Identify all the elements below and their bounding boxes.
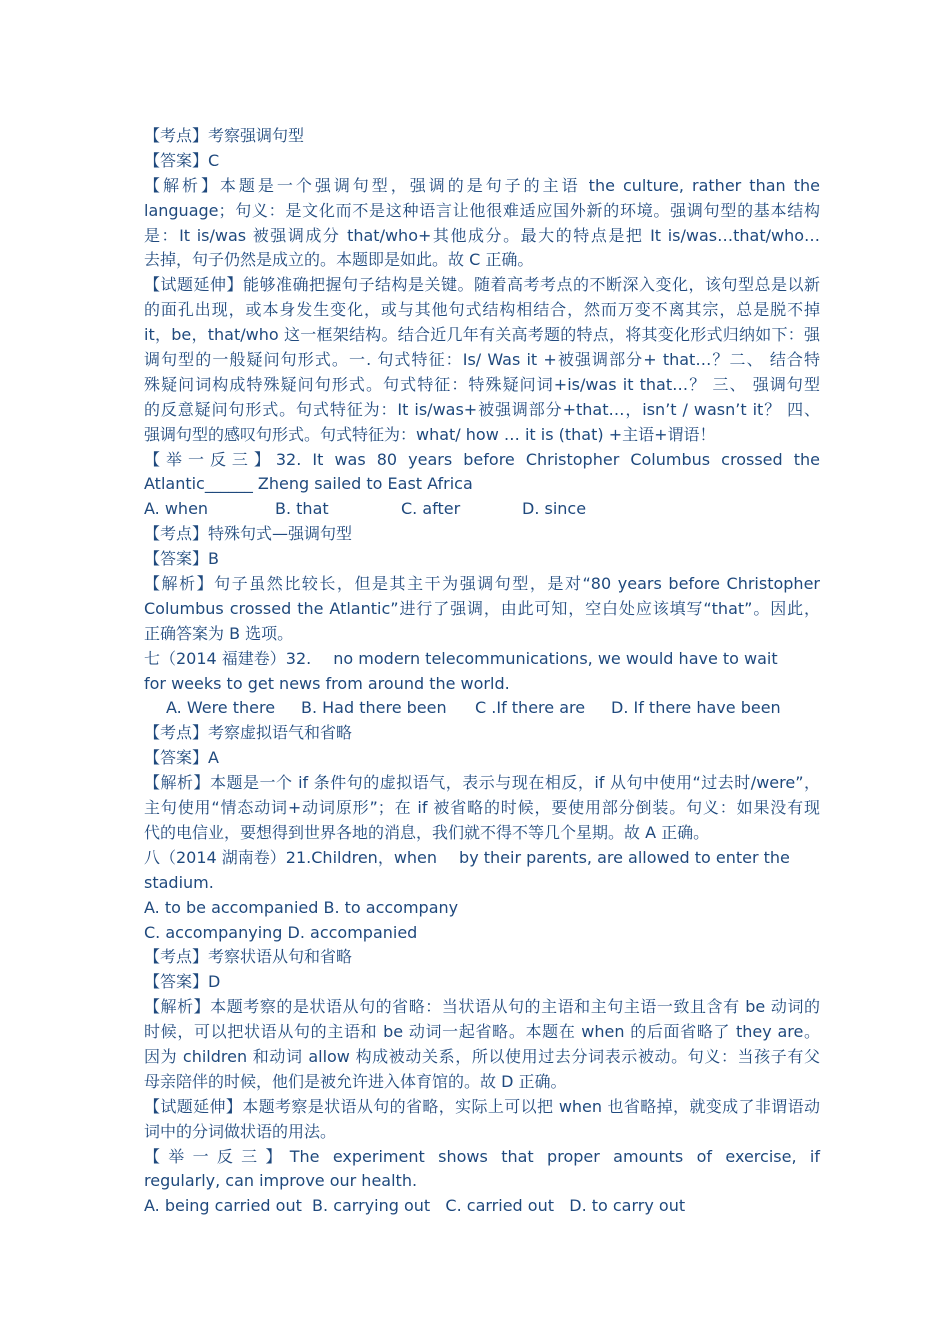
option-a: A. when	[144, 499, 209, 519]
question-stem: 【举一反三】The experiment shows that proper amounts of exercise, if	[144, 1146, 820, 1166]
question-source: 八（2014 湖南卷）21.Children，when	[144, 847, 438, 867]
analysis-line: 去掉，句子仍然是成立的。本题即是如此。故 C 正确。	[144, 250, 534, 270]
question-source: 七（2014 福建卷）32.	[144, 648, 312, 668]
options-row: A. being carried out B. carrying out C. carried out D. to carry out	[144, 1196, 686, 1216]
extension-line: 殊疑问词构成特殊疑问句形式。句式特征：特殊疑问词+is/was it that…？ 三、 强调句型	[144, 374, 820, 394]
question-stem	[144, 846, 820, 871]
question-stem: stadium.	[144, 872, 214, 892]
extension-line: it，be，that/who 这一框架结构。结合近几年有关高考题的特点，将其变化形式归纳如下：强	[144, 325, 820, 345]
analysis-line: 【解析】本题考察的是状语从句的省略：当状语从句的主语和主句主语一致且含有 be 动词的	[144, 997, 820, 1017]
question-stem: 【举一反三】32. It was 80 years before Christopher Columbus crossed the	[144, 449, 820, 469]
question-stem	[144, 647, 820, 672]
option-b: B. that	[275, 499, 329, 519]
extension-line: 的反意疑问句形式。句式特征为：It is/was+被强调部分+that…，isn’t / wasn’t it？ 四、	[144, 399, 820, 419]
question-text: no modern telecommunications, we would have to wait	[333, 648, 778, 668]
answer-label: 【答案】C	[144, 150, 220, 170]
point-label: 【考点】考察强调句型	[144, 126, 305, 145]
option-b: B. Had there been	[301, 698, 447, 718]
extension-line: 强调句型的感叹句形式。句式特征为：what/ how … it is (that) +主语+谓语！	[144, 424, 716, 444]
analysis-line: 是：It is/was 被强调成分 that/who+其他成分。最大的特点是把 It is/was…that/who…	[144, 225, 820, 245]
extension-line: 词中的分词做状语的用法。	[144, 1121, 337, 1141]
options-row	[144, 497, 820, 522]
extension-line: 【试题延伸】能够准确把握句子结构是关键。随着高考考点的不断深入变化，该句型总是以新	[144, 275, 820, 295]
analysis-line: 正确答案为 B 选项。	[144, 623, 294, 643]
question-stem: regularly, can improve our health.	[144, 1171, 418, 1191]
options-row: A. to be accompanied B. to accompany	[144, 897, 459, 917]
analysis-line: 【解析】句子虽然比较长，但是其主干为强调句型，是对“80 years before Christopher	[144, 574, 820, 594]
question-text: by their parents, are allowed to enter the	[459, 847, 790, 867]
analysis-line: 主句使用“情态动词+动词原形”；在 if 被省略的时候，要使用部分倒装。句义：如果没有现	[144, 798, 820, 818]
option-d: D. If there have been	[611, 698, 781, 718]
analysis-line: 【解析】本题是一个 if 条件句的虚拟语气，表示与现在相反，if 从句中使用“过去时/were”，	[144, 773, 820, 793]
analysis-line: 因为 children 和动词 allow 构成被动关系，所以使用过去分词表示被动。句义：当孩子有父	[144, 1046, 820, 1066]
analysis-line: 母亲陪伴的时候，他们是被允许进入体育馆的。故 D 正确。	[144, 1071, 567, 1091]
answer-label: 【答案】D	[144, 972, 221, 992]
extension-line: 【试题延伸】本题考察是状语从句的省略，实际上可以把 when 也省略掉，就变成了非谓语动	[144, 1096, 820, 1116]
question-stem: for weeks to get news from around the world.	[144, 673, 510, 693]
extension-line: 的面孔出现，或本身发生变化，或与其他句式结构相结合，然而万变不离其宗，总是脱不掉	[144, 300, 820, 320]
point-label: 【考点】考察虚拟语气和省略	[144, 723, 353, 743]
analysis-line: 时候，可以把状语从句的主语和 be 动词一起省略。本题在 when 的后面省略了 they are。	[144, 1022, 820, 1042]
options-row: C. accompanying D. accompanied	[144, 922, 418, 942]
point-label: 【考点】特殊句式—强调句型	[144, 524, 353, 544]
analysis-line: 代的电信业，要想得到世界各地的消息，我们就不得不等几个星期。故 A 正确。	[144, 822, 710, 842]
option-a: A. Were there	[166, 698, 276, 718]
point-label: 【考点】考察状语从句和省略	[144, 947, 353, 967]
option-c: C .If there are	[475, 698, 586, 718]
options-row	[144, 696, 820, 721]
option-c: C. after	[401, 499, 461, 519]
analysis-line: Columbus crossed the Atlantic”进行了强调，由此可知，空白处应该填写“that”。因此，	[144, 598, 820, 618]
question-stem: Atlantic______ Zheng sailed to East Africa	[144, 474, 473, 494]
extension-line: 调句型的一般疑问句形式。一. 句式特征：Is/ Was it +被强调部分+ that…？二、 结合特	[144, 350, 820, 370]
answer-label: 【答案】A	[144, 748, 219, 768]
analysis-line: language；句义：是文化而不是这种语言让他很难适应国外新的环境。强调句型的基本结构	[144, 200, 820, 220]
analysis-line: 【解析】本题是一个强调句型，强调的是句子的主语 the culture, rather than the	[144, 175, 820, 195]
answer-label: 【答案】B	[144, 549, 219, 569]
document-body	[144, 124, 820, 1219]
option-d: D. since	[522, 499, 587, 519]
